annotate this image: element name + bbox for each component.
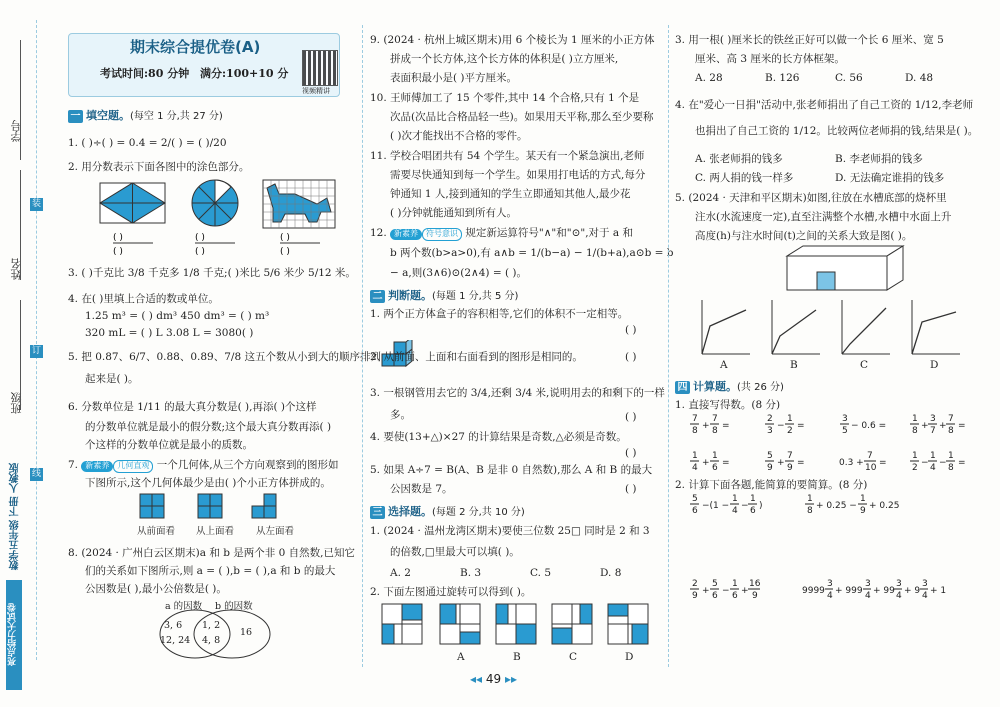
svg-text:=: = [879, 458, 887, 468]
q9b: 拼成一个长方体,这个长方体的体积是( )立方厘米, [390, 53, 619, 65]
svg-text:6: 6 [712, 591, 718, 601]
svg-text:9: 9 [787, 463, 793, 473]
q9c: 表面积最小是( )平方厘米。 [390, 72, 518, 84]
name-label: 姓名 [10, 258, 23, 280]
venn-b-label: b 的因数 [215, 601, 253, 612]
svg-text:6: 6 [750, 506, 756, 516]
q12: 12. 新素养 符号意识 规定新运算符号"∧"和"⊙",对于 a 和 [370, 227, 633, 239]
svg-text:8: 8 [948, 426, 954, 436]
svg-text:9: 9 [860, 506, 866, 516]
svg-text:1: 1 [750, 494, 756, 504]
svg-text:2: 2 [787, 426, 793, 436]
q10c: ( )次才能找出不合格的零件。 [390, 130, 528, 142]
judge-5: 5. 如果 A÷7 = B(A、B 是非 0 自然数),那么 A 和 B 的最大 [370, 464, 653, 476]
svg-text:( ): ( ) [280, 247, 290, 257]
q7b: 下图所示,这个几何体最少是由( )个小正方体拼成的。 [85, 477, 331, 489]
choice-1b: 的倍数,□里最大可以填( )。 [390, 546, 520, 558]
section-4-heading: 四 计算题。(共 26 分) [675, 378, 784, 394]
svg-text:=: = [722, 421, 730, 431]
full-score: 满分:100+10 分 [200, 67, 289, 80]
svg-text:5: 5 [767, 451, 773, 461]
svg-text:10: 10 [865, 463, 877, 473]
svg-text:5: 5 [842, 426, 848, 436]
venn-a-label: a 的因数 [165, 601, 203, 612]
circle-sectors [192, 180, 238, 226]
seal-mark-3: 线 [31, 469, 41, 479]
choice-4-opt-b[interactable]: B. 李老师捐的钱多 [835, 153, 923, 165]
svg-text:( ): ( ) [195, 233, 205, 243]
svg-text:+: + [921, 421, 929, 431]
prev-page-icon[interactable]: ◂◂ [470, 672, 483, 686]
q11: 11. 学校合唱团共有 54 个学生。某天有一个紧急演出,老师 [370, 150, 645, 162]
svg-text:1: 1 [712, 451, 718, 461]
svg-text:9999: 9999 [802, 586, 825, 596]
svg-text:1: 1 [948, 451, 954, 461]
svg-text:7: 7 [712, 414, 718, 424]
q2: 2. 用分数表示下面各图中的涂色部分。 [68, 161, 250, 173]
q3: 3. ( )千克比 3/8 千克多 1/8 千克;( )米比 5/6 米少 5/12 米。 [68, 267, 356, 279]
svg-text:0.3 +: 0.3 + [839, 458, 864, 468]
svg-text:2: 2 [912, 463, 918, 473]
svg-text:+ 0.25 −: + 0.25 − [816, 501, 857, 511]
svg-text:2: 2 [767, 414, 773, 424]
svg-text:5: 5 [692, 494, 698, 504]
choice-2-opt-d[interactable]: D [625, 651, 634, 663]
svg-text:): ) [759, 501, 763, 511]
q4-line-2: 320 mL = ( ) L 3.08 L = 3080( ) [85, 327, 254, 339]
svg-text:8: 8 [712, 426, 718, 436]
choice-3: 3. 用一根( )厘米长的铁丝正好可以做一个长 6 厘米、宽 5 [675, 34, 944, 46]
svg-text:+: + [777, 458, 785, 468]
svg-text:+: + [939, 421, 947, 431]
svg-text:7: 7 [930, 426, 936, 436]
svg-text:−: − [722, 586, 730, 596]
judge-5-paren[interactable]: ( ) [625, 483, 637, 495]
svg-text:8: 8 [807, 506, 813, 516]
choice-5: 5. (2024 · 天津和平区期末)如图,往放在水槽底部的烧杯里 [675, 192, 947, 204]
choice-1-opt-c[interactable]: C. 5 [530, 567, 552, 579]
svg-text:16: 16 [749, 579, 761, 589]
water-tank [785, 244, 905, 294]
svg-text:3: 3 [842, 414, 848, 424]
svg-text:3: 3 [767, 426, 773, 436]
q6: 6. 分数单位是 1/11 的最大真分数是( ),再添( )个这样 [68, 401, 317, 413]
svg-text:6: 6 [712, 463, 718, 473]
q12c: − a,则(3∧6)⊙(2∧4) = ( )。 [390, 267, 528, 279]
q2-figures [95, 178, 345, 258]
view-top: 从上面看 [196, 526, 235, 537]
svg-text:+: + [702, 421, 710, 431]
svg-text:+ 1: + 1 [930, 586, 947, 596]
svg-text:3: 3 [896, 579, 902, 589]
svg-text:3: 3 [865, 579, 871, 589]
svg-text:1: 1 [807, 494, 813, 504]
svg-text:1: 1 [912, 414, 918, 424]
judge-2: 2. 从前面、上面和右面看到的图形是相同的。 [370, 351, 583, 363]
svg-text:7: 7 [867, 451, 873, 461]
svg-text:1: 1 [732, 494, 738, 504]
binding-margin [0, 0, 52, 707]
series-label: 亮点给力大试卷 [6, 580, 22, 690]
choice-1-opt-d[interactable]: D. 8 [600, 567, 622, 579]
svg-text:+: + [741, 586, 749, 596]
svg-text:4: 4 [896, 591, 902, 601]
graph-label-d[interactable]: D [930, 359, 939, 371]
venn-left: 3, 6 [164, 620, 183, 631]
judge-3b: 多。 [390, 409, 411, 421]
judge-1: 1. 两个正方体盒子的容积相等,它们的体积不一定相等。 [370, 308, 629, 320]
choice-3-opt-a[interactable]: A. 28 [695, 72, 723, 84]
page-number: ◂◂ 49 ▸▸ [470, 672, 518, 686]
svg-text:−: − [777, 421, 785, 431]
choice-5c: 高度(h)与注水时间(t)之间的关系大致是图( )。 [695, 230, 913, 242]
svg-text:−(1 −: −(1 − [702, 501, 730, 511]
qr-caption: 视频精讲 [302, 87, 330, 95]
q12b: b 两个数(b>a>0),有 a∧b = 1/(b−a) − 1/(b+a),a⊙b = b [390, 247, 674, 259]
svg-text:8: 8 [692, 426, 698, 436]
choice-3-opt-b[interactable]: B. 126 [765, 72, 800, 84]
svg-text:1: 1 [930, 451, 936, 461]
svg-text:4: 4 [922, 591, 928, 601]
svg-text:4: 4 [827, 591, 833, 601]
view-left: 从左面看 [256, 526, 295, 537]
q7: 7. 新素养 几何直观 一个几何体,从三个方向观察到的图形如 [68, 459, 339, 471]
svg-text:1: 1 [912, 451, 918, 461]
graph-label-a[interactable]: A [720, 359, 728, 371]
svg-text:4: 4 [692, 463, 698, 473]
judge-5b: 公因数是 7。 [390, 483, 453, 495]
svg-text:9: 9 [752, 591, 758, 601]
q8c: 公因数是( ),最小公倍数是( )。 [85, 583, 227, 595]
section-2-heading: 二 判断题。(每题 1 分,共 5 分) [370, 287, 518, 303]
svg-text:1: 1 [732, 579, 738, 589]
book-label: 数学五年级 下册 人教版 [10, 463, 21, 570]
page-title: 期末综合提优卷(A) [130, 38, 261, 56]
svg-text:( ): ( ) [113, 233, 123, 243]
svg-text:2: 2 [692, 579, 698, 589]
direct-calc-grid [690, 410, 985, 480]
rotation-figures [380, 602, 655, 652]
q6c: 个这样的分数单位就是最小的质数。 [85, 439, 253, 451]
seal-mark-1: 装 [31, 199, 41, 209]
q5: 5. 把 0.87、6/7、0.88、0.89、7/8 这五个数从小到大的顺序排列 [68, 351, 381, 363]
svg-text:6: 6 [692, 506, 698, 516]
seal-mark-2: 订 [31, 346, 41, 356]
venn-right: 16 [240, 627, 253, 638]
qr-code[interactable] [302, 50, 338, 86]
judge-1-paren[interactable]: ( ) [625, 324, 637, 336]
q11c: 钟通知 1 人,接到通知的学生立即通知其他人,最少花 [390, 188, 631, 200]
svg-text:−: − [741, 501, 749, 511]
judge-4: 4. 要使(13+△)×27 的计算结果是奇数,△必须是奇数。 [370, 431, 627, 443]
venn-left2: 12, 24 [160, 635, 191, 646]
simplify-calc [690, 490, 985, 620]
grid-animal [263, 180, 335, 228]
svg-text:( ): ( ) [113, 247, 123, 257]
choice-4b: 也捐出了自己工资的 1/12。比较两位老师捐的钱,结果是( )。 [695, 125, 979, 137]
calc-2: 2. 计算下面各题,能简算的要简算。(8 分) [675, 479, 868, 491]
svg-text:( ): ( ) [280, 233, 290, 243]
choice-1-opt-b[interactable]: B. 3 [460, 567, 482, 579]
choice-1: 1. (2024 · 温州龙湾区期末)要使三位数 25□ 同时是 2 和 3 [370, 525, 650, 537]
view-front: 从前面看 [137, 526, 176, 537]
choice-3-opt-d[interactable]: D. 48 [905, 72, 934, 84]
q11b: 需要尽快通知到每一个学生。如果用打电话的方式,每分 [390, 169, 646, 181]
svg-text:1: 1 [692, 451, 698, 461]
rhombus-in-rect [100, 183, 165, 223]
choice-2-opt-c[interactable]: C [569, 651, 578, 663]
graph-label-b[interactable]: B [790, 359, 798, 371]
q1: 1. ( )÷( ) = 0.4 = 2/( ) = ( )/20 [68, 137, 227, 149]
next-page-icon[interactable]: ▸▸ [504, 672, 518, 686]
q6b: 的分数单位就是最小的假分数;这个最大真分数再添( ) [85, 421, 332, 433]
svg-text:9: 9 [767, 463, 773, 473]
svg-text:− 0.6 =: − 0.6 = [851, 421, 887, 431]
choice-2-opt-a[interactable]: A [457, 651, 465, 663]
svg-text:3: 3 [930, 414, 936, 424]
q5b: 起来是( )。 [85, 373, 139, 385]
svg-text:4: 4 [732, 506, 738, 516]
exam-time: 考试时间:80 分钟 [100, 67, 190, 80]
svg-text:+ 9: + 9 [904, 586, 921, 596]
venn-mid2: 4, 8 [202, 635, 221, 646]
choice-4-opt-d[interactable]: D. 无法确定谁捐的钱多 [835, 172, 945, 184]
svg-text:1: 1 [860, 494, 866, 504]
svg-text:8: 8 [948, 463, 954, 473]
svg-text:=: = [722, 458, 730, 468]
svg-text:=: = [958, 421, 966, 431]
graph-label-c[interactable]: C [860, 359, 869, 371]
svg-text:+: + [702, 586, 710, 596]
q10b: 次品(次品比合格品轻一些)。如果用天平称,那么至少要称 [390, 111, 654, 123]
svg-text:( ): ( ) [195, 247, 205, 257]
venn-mid: 1, 2 [202, 620, 221, 631]
choice-2-opt-b[interactable]: B [513, 651, 521, 663]
svg-text:+ 999: + 999 [835, 586, 863, 596]
calc-1: 1. 直接写得数。(8 分) [675, 399, 781, 411]
student-no-label: 学号 [10, 120, 23, 142]
q8b: 们的关系如下图所示,则 a = ( ),b = ( ),a 和 b 的最大 [85, 565, 336, 577]
q4-line-1: 1.25 m³ = ( ) dm³ 450 dm³ = ( ) m³ [85, 310, 270, 322]
svg-text:7: 7 [692, 414, 698, 424]
answer-fractions [113, 233, 320, 257]
q4: 4. 在( )里填上合适的数或单位。 [68, 293, 219, 305]
svg-text:+: + [702, 458, 710, 468]
q9: 9. (2024 · 杭州上城区期末)用 6 个棱长为 1 厘米的小正方体 [370, 34, 655, 46]
choice-4-opt-a[interactable]: A. 张老师捐的钱多 [695, 153, 783, 165]
svg-text:5: 5 [712, 579, 718, 589]
svg-text:8: 8 [912, 426, 918, 436]
svg-text:=: = [797, 458, 805, 468]
svg-text:1: 1 [787, 414, 793, 424]
svg-text:=: = [797, 421, 805, 431]
svg-text:4: 4 [865, 591, 871, 601]
svg-text:4: 4 [930, 463, 936, 473]
judge-3: 3. 一根钢管用去它的 3/4,还剩 3/4 米,说明用去的和剩下的一样 [370, 387, 665, 399]
svg-text:7: 7 [948, 414, 954, 424]
q8: 8. (2024 · 广州白云区期末)a 和 b 是两个非 0 自然数,已知它 [68, 547, 355, 559]
choice-2: 2. 下面左图通过旋转可以得到( )。 [370, 586, 532, 598]
svg-text:−: − [939, 458, 947, 468]
section-1-heading: 一 填空题。(每空 1 分,共 27 分) [68, 107, 223, 123]
judge-3-paren[interactable]: ( ) [625, 411, 637, 423]
svg-text:6: 6 [732, 591, 738, 601]
svg-text:−: − [921, 458, 929, 468]
q11d: ( )分钟就能通知到所有人。 [390, 207, 518, 219]
svg-text:+ 0.25: + 0.25 [869, 501, 900, 511]
choice-1-opt-a[interactable]: A. 2 [390, 567, 411, 579]
choice-4-opt-c[interactable]: C. 两人捐的钱一样多 [695, 172, 794, 184]
svg-text:9: 9 [692, 591, 698, 601]
choice-3-opt-c[interactable]: C. 56 [835, 72, 863, 84]
svg-text:+ 99: + 99 [873, 586, 895, 596]
section-3-heading: 三 选择题。(每题 2 分,共 10 分) [370, 503, 525, 519]
class-label: 班级 [10, 392, 23, 414]
choice-5b: 注水(水流速度一定),直至注满整个水槽,水槽中水面上升 [695, 211, 952, 223]
choice-4: 4. 在"爱心一日捐"活动中,张老师捐出了自己工资的 1/12,李老师 [675, 99, 974, 111]
graph-options [690, 296, 970, 358]
judge-4-paren[interactable]: ( ) [625, 447, 637, 459]
svg-text:3: 3 [827, 579, 833, 589]
svg-text:3: 3 [922, 579, 928, 589]
q10: 10. 王师傅加工了 15 个零件,其中 14 个合格,只有 1 个是 [370, 92, 640, 104]
judge-2-paren[interactable]: ( ) [625, 351, 637, 363]
choice-3b: 厘米、高 3 厘米的长方体框架。 [695, 53, 845, 65]
svg-text:7: 7 [787, 451, 793, 461]
svg-text:=: = [958, 458, 966, 468]
